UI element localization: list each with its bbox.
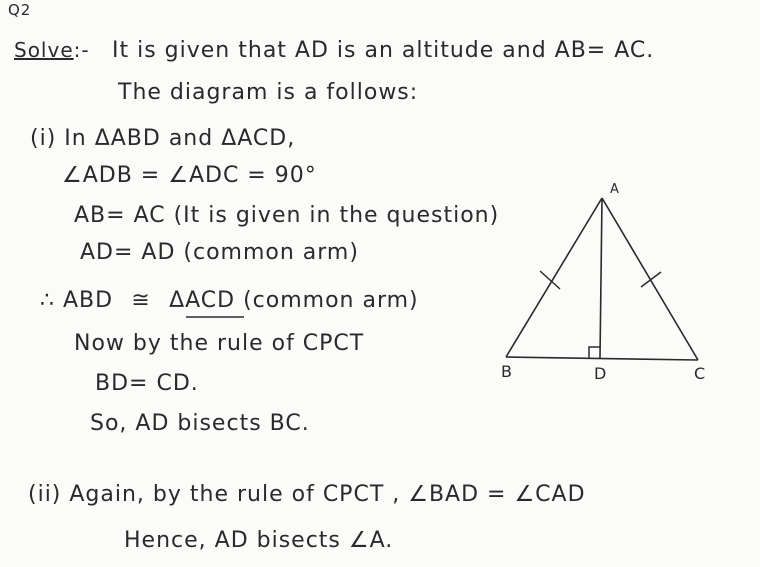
question-number: Q2 [8,1,32,19]
vertex-b-label: B [501,362,512,381]
cpct-line: Now by the rule of CPCT [74,331,365,356]
side-ab [506,198,602,357]
congruence-prefix: ∴ ABD [40,288,114,313]
right-angle-mark [589,347,600,358]
bd-cd-line: BD= CD. [95,371,199,396]
part2-line-1: (ii) Again, by the rule of CPCT , ∠BAD = ∠CAD [28,482,586,507]
solve-word: Solve [14,38,74,62]
intro-line-1: It is given that AD is an altitude and AB= AC. [112,38,655,63]
side-ad-line: AD= AD (common arm) [80,240,359,265]
vertex-a-label: A [610,182,619,197]
bisects-bc-line: So, AD bisects BC. [90,411,310,436]
part2-line-2: Hence, AD bisects ∠A. [124,528,394,553]
intro-line-2: The diagram is a follows: [118,80,419,105]
part1-heading: (i) In ΔABD and ΔACD, [30,126,296,151]
tick-mark-ac [641,272,661,287]
vertex-c-label: C [694,364,706,383]
angle-equality-line: ∠ADB = ∠ADC = 90° [62,163,317,188]
altitude-ad [600,198,602,358]
side-ab-ac-line: AB= AC (It is given in the question) [74,203,500,228]
foot-d-label: D [594,364,607,383]
congruence-rest: ΔACD (common arm) [169,288,419,313]
congruent-symbol: ≅ [131,288,151,313]
side-bc [506,357,698,360]
side-ac [602,198,698,360]
solve-separator: :- [73,38,90,62]
